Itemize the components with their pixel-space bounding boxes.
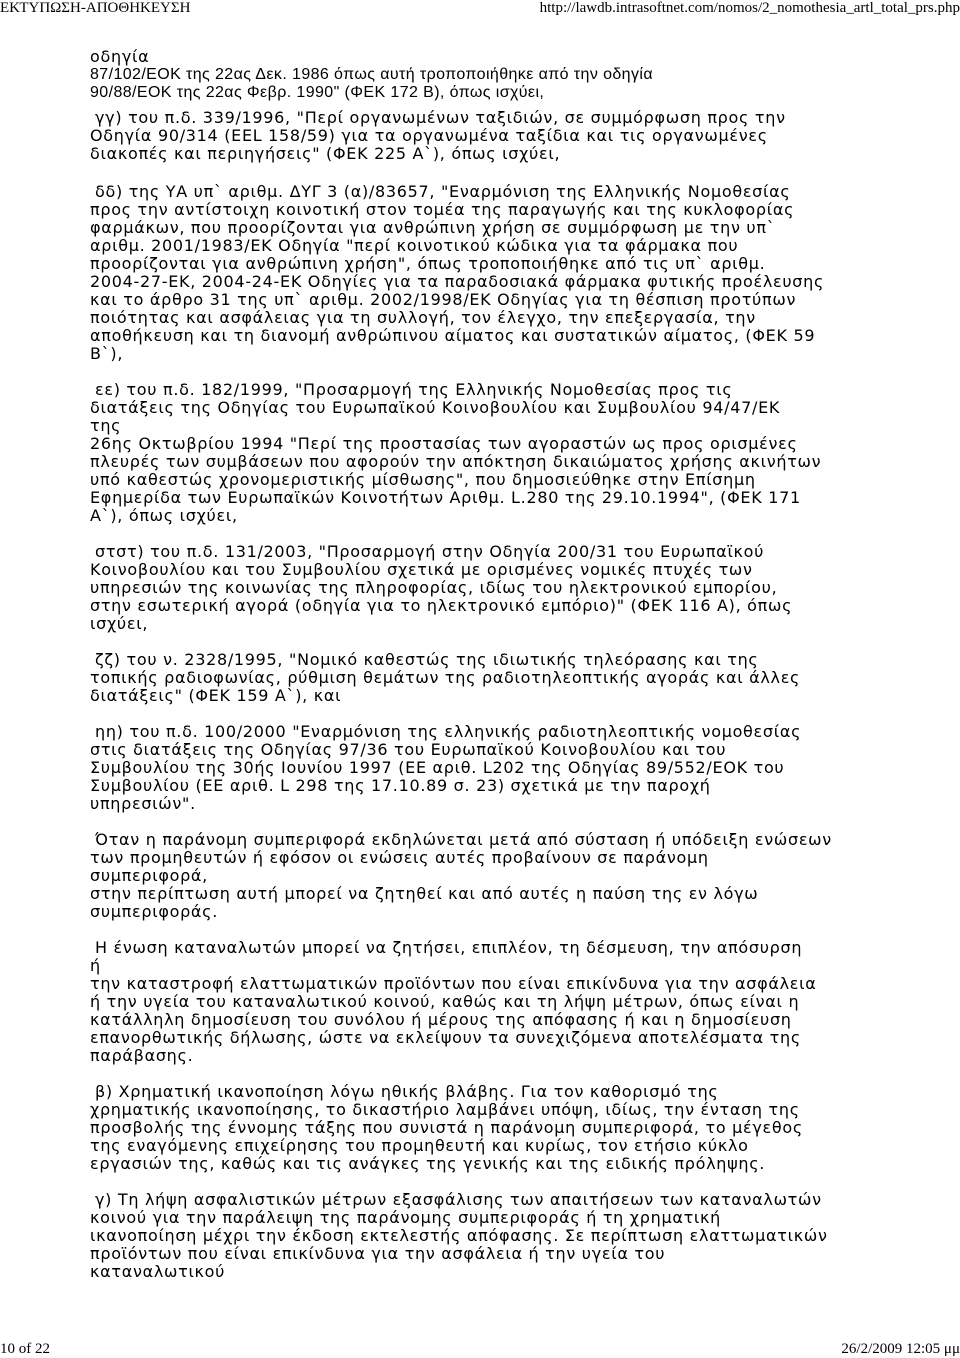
text-line: γγ) του π.δ. 339/1996, "Περί οργανωμένων ταξιδιών, σε συμμόρφωση προς την — [95, 108, 786, 127]
text-line: Α`), όπως ισχύει, — [90, 506, 238, 525]
text-line: 2004-27-ΕΚ, 2004-24-ΕΚ Οδηγίες για τα παραδοσιακά φάρμακα φυτικής προέλευσης — [90, 272, 825, 291]
paragraph-directive-reference — [90, 48, 950, 102]
text-line: αποθήκευση και τη διανομή ανθρώπινου αίματος και συστατικών αίματος, (ΦΕΚ 59 — [90, 326, 816, 345]
text-line: Οδηγία 90/314 (EEL 158/59) για τα οργανωμένα ταξίδια και τις οργανωμένες — [90, 126, 768, 145]
text-line: κατάλληλη δημοσίευση του συνόλου ή μέρους της απόφασης ή και η δημοσίευση — [90, 1010, 792, 1029]
text-line: χρηματικής ικανοποίησης, το δικαστήριο λαμβάνει υπόψη, ιδίως, την ένταση της — [90, 1100, 800, 1119]
text-line: παράβασης. — [90, 1046, 194, 1065]
text-line: διακοπές και περιηγήσεις" (ΦΕΚ 225 Α`), όπως ισχύει, — [90, 144, 561, 163]
text-line: προορίζονται για ανθρώπινη χρήση", όπως τροποποιήθηκε από τις υπ` αριθμ. — [90, 254, 766, 273]
text-line: δδ) της ΥΑ υπ` αριθμ. ΔΥΓ 3 (α)/83657, "Εναρμόνιση της Ελληνικής Νομοθεσίας — [95, 182, 791, 201]
text-line: ή την υγεία του καταναλωτικού κοινού, καθώς και τη λήψη μέτρων, όπως είναι η — [90, 992, 800, 1011]
text-line: 87/102/ΕΟΚ της 22ας Δεκ. 1986 όπως αυτή τροποποιήθηκε από την οδηγία — [90, 66, 653, 83]
text-line: Όταν η παράνομη συμπεριφορά εκδηλώνεται μετά από σύσταση ή υπόδειξη ενώσεων — [95, 830, 832, 849]
text-line: ποιότητας και ασφάλειας για τη συλλογή, τον έλεγχο, την επεξεργασία, την — [90, 308, 756, 327]
text-line: οδηγία — [90, 47, 150, 66]
text-line: διατάξεις της Οδηγίας του Ευρωπαϊκού Κοινοβουλίου και Συμβουλίου 94/47/ΕΚ — [90, 398, 781, 417]
text-line: της — [90, 416, 122, 435]
text-line: Συμβουλίου της 30ής Ιουνίου 1997 (ΕΕ αριθ. L202 της Οδηγίας 89/552/ΕΟΚ του — [90, 758, 785, 777]
text-line: επανορθωτικής δήλωσης, ώστε να εκλείψουν τα συνεχιζόμενα αποτελέσματα της — [90, 1028, 801, 1047]
paragraph-item-ee — [90, 381, 950, 525]
text-line: ικανοποίηση μέχρι την έκδοση εκτελεστής απόφασης. Σε περίπτωση ελαττωματικών — [90, 1226, 828, 1245]
text-line: β) Χρηματική ικανοποίηση λόγω ηθικής βλάβης. Για τον καθορισμό της — [95, 1082, 719, 1101]
paragraph-item-dd — [90, 183, 950, 363]
text-line: φαρμάκων, που προορίζονται για ανθρώπινη χρήση σε συμμόρφωση με την υπ` — [90, 218, 776, 237]
text-line: διατάξεις" (ΦΕΚ 159 Α`), και — [90, 686, 342, 705]
print-header-title: ΕΚΤΥΠΩΣΗ-ΑΠΟΘΗΚΕΥΣΗ — [0, 0, 191, 16]
text-line: αριθμ. 2001/1983/ΕΚ Οδηγία "περί κοινοτικού κώδικα για τα φάρμακα που — [90, 236, 739, 255]
text-line: ζζ) του ν. 2328/1995, "Νομικό καθεστώς της ιδιωτικής τηλεόρασης και της — [95, 650, 759, 669]
text-line: την καταστροφή ελαττωματικών προϊόντων που είναι επικίνδυνα για την ασφάλεια — [90, 974, 817, 993]
text-line: προς την αντίστοιχη κοινοτική στον τομέα της παραγωγής και της κυκλοφορίας — [90, 200, 795, 219]
text-line: Κοινοβουλίου και του Συμβουλίου σχετικά με ορισμένες νομικές πτυχές των — [90, 560, 753, 579]
text-line: Συμβουλίου (ΕΕ αριθ. L 298 της 17.10.89 σ. 23) σχετικά με την παροχή — [90, 776, 711, 795]
text-line: 90/88/ΕΟΚ της 22ας Φεβρ. 1990" (ΦΕΚ 172 Β), όπως ισχύει, — [90, 84, 545, 101]
text-line: Β`), — [90, 344, 124, 363]
print-footer-datetime: 26/2/2009 12:05 μμ — [841, 1341, 960, 1357]
document-body — [90, 48, 950, 1299]
text-line: 26ης Οκτωβρίου 1994 "Περί της προστασίας των αγοραστών ως προς ορισμένες — [90, 434, 798, 453]
text-line: στην εσωτερική αγορά (οδηγία για το ηλεκτρονικό εμπόριο)" (ΦΕΚ 116 Α), όπως — [90, 596, 793, 615]
text-line: Η ένωση καταναλωτών μπορεί να ζητήσει, επιπλέον, τη δέσμευση, την απόσυρση — [95, 938, 803, 957]
paragraph-item-stst — [90, 543, 950, 633]
text-line: προϊόντων που είναι επικίνδυνα για την ασφάλεια ή την υγεία του — [90, 1244, 666, 1263]
paragraph-supplier-associations — [90, 831, 950, 921]
text-line: των προμηθευτών ή εφόσον οι ενώσεις αυτές προβαίνουν σε παράνομη — [90, 848, 709, 867]
text-line: κοινού για την παράλειψη της παράνομης συμπεριφοράς ή τη χρηματική — [90, 1208, 721, 1227]
text-line: υπό καθεστώς χρονομεριστικής μίσθωσης", που δημοσιεύθηκε στην Επίσημη — [90, 470, 756, 489]
text-line: τοπικής ραδιοφωνίας, ρύθμιση θεμάτων της ραδιοτηλεοπτικής αγοράς και άλλες — [90, 668, 801, 687]
text-line: ή — [90, 956, 101, 975]
text-line: Εφημερίδα των Ευρωπαϊκών Κοινοτήτων Αριθμ. L.280 της 29.10.1994", (ΦΕΚ 171 — [90, 488, 801, 507]
text-line: και το άρθρο 31 της υπ` αριθμ. 2002/1998/ΕΚ Οδηγίας για τη θέσπιση προτύπων — [90, 290, 797, 309]
text-line: ισχύει, — [90, 614, 149, 633]
text-line: εε) του π.δ. 182/1999, "Προσαρμογή της Ελληνικής Νομοθεσίας προς τις — [95, 380, 733, 399]
print-footer-page-number: 10 of 22 — [0, 1341, 50, 1357]
text-line: υπηρεσιών". — [90, 794, 196, 813]
text-line: στστ) του π.δ. 131/2003, "Προσαρμογή στην Οδηγία 200/31 του Ευρωπαϊκού — [95, 542, 765, 561]
text-line: εργασιών της, καθώς και τις ανάγκες της γενικής και της ειδικής πρόληψης. — [90, 1154, 766, 1173]
text-line: γ) Τη λήψη ασφαλιστικών μέτρων εξασφάλισης των απαιτήσεων των καταναλωτών — [95, 1190, 822, 1209]
paragraph-consumer-union-measures — [90, 939, 950, 1065]
text-line: στις διατάξεις της Οδηγίας 97/36 του Ευρωπαϊκού Κοινοβουλίου και του — [90, 740, 727, 759]
paragraph-item-zz — [90, 651, 950, 705]
print-header-url: http://lawdb.intrasoftnet.com/nomos/2_nomothesia_artl_total_prs.php — [539, 0, 960, 16]
text-line: προσβολής της έννομης τάξης που συνιστά η παράνομη συμπεριφορά, το μέγεθος — [90, 1118, 803, 1137]
text-line: καταναλωτικού — [90, 1262, 226, 1281]
text-line: υπηρεσιών της κοινωνίας της πληροφορίας, ιδίως του ηλεκτρονικού εμπορίου, — [90, 578, 778, 597]
text-line: συμπεριφορά, — [90, 866, 208, 885]
paragraph-item-gg — [90, 109, 950, 163]
text-line: στην περίπτωση αυτή μπορεί να ζητηθεί και από αυτές η παύση της εν λόγω — [90, 884, 759, 903]
paragraph-item-c-interim-measures — [90, 1191, 950, 1281]
text-line: ηη) του π.δ. 100/2000 "Εναρμόνιση της ελληνικής ραδιοτηλεοπτικής νομοθεσίας — [95, 722, 802, 741]
text-line: συμπεριφοράς. — [90, 902, 219, 921]
text-line: της εναγόμενης επιχείρησης του προμηθευτή και κυρίως, τον ετήσιο κύκλο — [90, 1136, 749, 1155]
paragraph-item-ii — [90, 723, 950, 813]
text-line: πλευρές των συμβάσεων που αφορούν την απόκτηση δικαιώματος χρήσης ακινήτων — [90, 452, 822, 471]
paragraph-item-b-monetary-satisfaction — [90, 1083, 950, 1173]
